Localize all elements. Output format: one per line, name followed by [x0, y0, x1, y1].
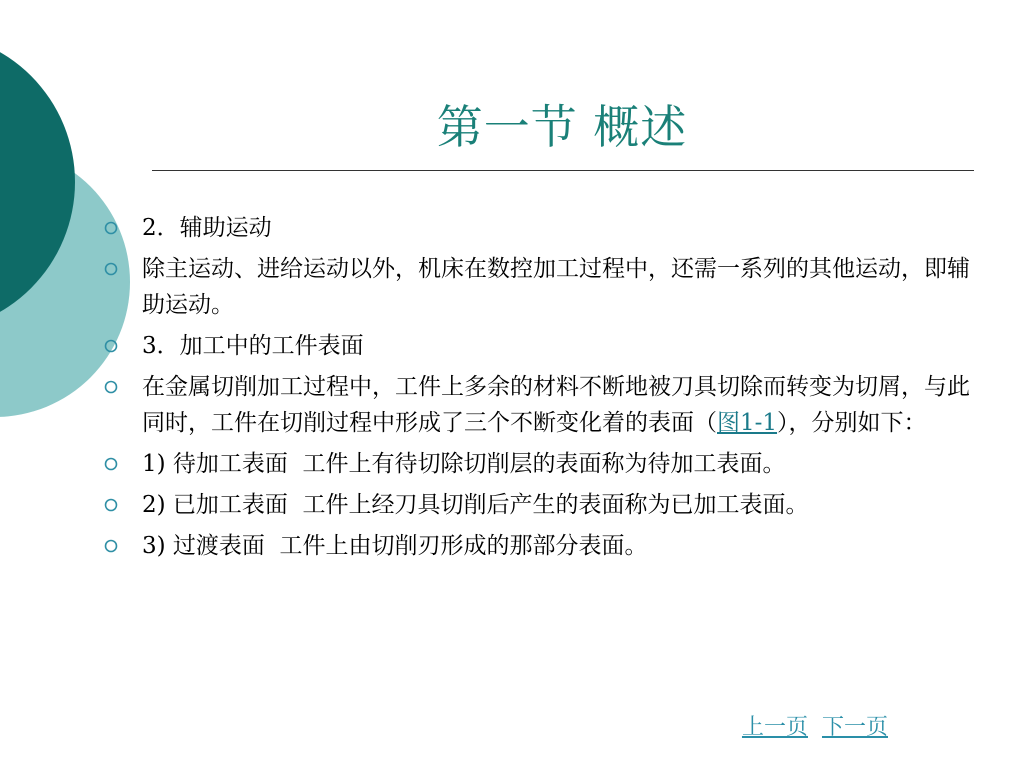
hollow-circle-bullet-icon — [104, 221, 118, 235]
slide-title: 第一节 概述 — [436, 100, 688, 154]
bullet-item — [104, 328, 984, 364]
page-navigation — [742, 712, 888, 744]
bullet-item — [104, 210, 984, 246]
bullet-text: 3．加工中的工件表面 — [142, 333, 364, 359]
bullet-item — [104, 528, 984, 564]
hollow-circle-bullet-icon — [104, 339, 118, 353]
bullet-text: 除主运动、进给运动以外，机床在数控加工过程中，还需一系列的其他运动，即辅助运动。 — [142, 256, 970, 318]
hollow-circle-bullet-icon — [104, 498, 118, 512]
prev-page-link[interactable]: 上一页 — [741, 715, 808, 740]
bullet-text: 工件上有待切除切削层的表面称为待加工表面。 — [302, 451, 786, 477]
hollow-circle-bullet-icon — [104, 539, 118, 553]
bullet-list — [104, 210, 984, 569]
bullet-text: 在金属切削加工过程中，工件上多余的材料不断地被刀具切除而转变为切屑，与此同时，工件在切削过程中形成了三个不断变化着的表面（ — [142, 374, 970, 436]
bullet-term: 1) 待加工表面 — [142, 451, 303, 477]
next-page-link[interactable]: 下一页 — [821, 715, 888, 740]
hollow-circle-bullet-icon — [104, 380, 118, 394]
bullet-term: 2) 已加工表面 — [142, 492, 303, 518]
title-divider — [152, 170, 974, 171]
bullet-text: 工件上由切削刃形成的那部分表面。 — [279, 533, 648, 559]
hollow-circle-bullet-icon — [104, 457, 118, 471]
bullet-item — [104, 487, 984, 523]
bullet-item — [104, 251, 984, 323]
figure-link[interactable]: 图1-1 — [717, 410, 778, 436]
bullet-text: ），分别如下： — [777, 410, 927, 436]
bullet-item — [104, 446, 984, 482]
bullet-item — [104, 369, 984, 441]
bullet-term: 3) 过渡表面 — [142, 533, 280, 559]
bullet-text: 工件上经刀具切削后产生的表面称为已加工表面。 — [302, 492, 809, 518]
bullet-text: 2．辅助运动 — [142, 215, 272, 241]
hollow-circle-bullet-icon — [104, 262, 118, 276]
